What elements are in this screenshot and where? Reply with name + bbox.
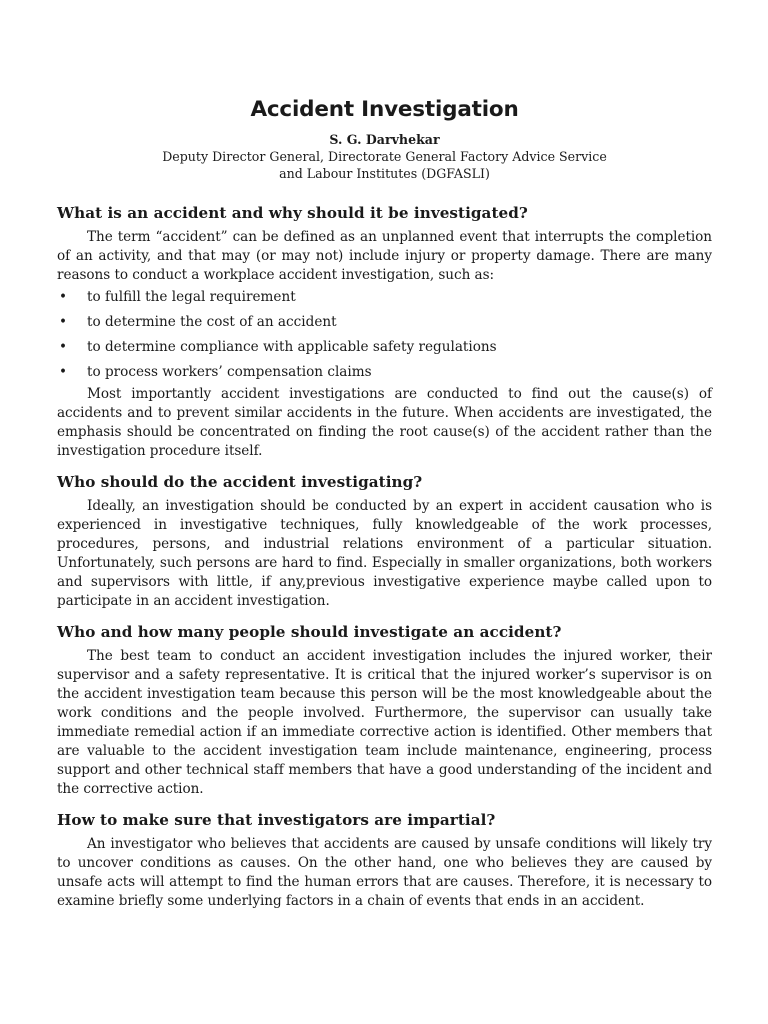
list-item — [57, 335, 712, 360]
section-paragraph: Most importantly accident investigations are conducted to find out the cause(s) of accidents and to prevent similar accidents in the future. When accidents are investigated, the emphasis should be concentrated on finding the root cause(s) of the accident rather than the investigation procedure itself. — [57, 386, 712, 459]
section-heading: Who and how many people should investigate an accident? — [57, 623, 562, 641]
list-item-text: to fulfill the legal requirement — [87, 289, 296, 305]
author-affiliation-line-1: Deputy Director General, Directorate General Factory Advice Service — [162, 149, 607, 164]
section-paragraph: The best team to conduct an accident investigation includes the injured worker, their supervisor and a safety representative. It is critical that the injured worker’s supervisor is on the accident investigation team because this person will be the most knowledgeable about the work conditions and the people involved. Furthermore, the supervisor can usually take immediate remedial action if an immediate corrective action is identified. Other members that are valuable to the accident investigation team include maintenance, engineering, process support and other technical staff members that have a good understanding of the incident and the corrective action. — [57, 648, 712, 797]
section-paragraph: Ideally, an investigation should be conducted by an expert in accident causation who is experienced in investigative techniques, fully knowledgeable of the work processes, procedures, persons, and industrial relations environment of a particular situation. Unfortunately, such persons are hard to find. Especially in smaller organizations, both workers and supervisors with little, if any,previous investigative experience maybe called upon to participate in an accident investigation. — [57, 498, 712, 609]
bullet-icon: • — [59, 289, 68, 305]
section-who-should-investigate — [57, 471, 712, 611]
section-paragraph: The term “accident” can be defined as an unplanned event that interrupts the completion of an activity, and that may (or may not) include injury or property damage. There are many reasons to conduct a workplace accident investigation, such as: — [57, 229, 712, 283]
bullet-icon: • — [59, 364, 68, 380]
section-heading: Who should do the accident investigating? — [57, 473, 423, 491]
section-paragraph: An investigator who believes that accidents are caused by unsafe conditions will likely try to uncover conditions as causes. On the other hand, one who believes they are caused by unsafe acts will attempt to find the human errors that are causes. Therefore, it is necessary to examine briefly some underlying factors in a chain of events that ends in an accident. — [57, 836, 712, 909]
list-item — [57, 285, 712, 310]
bullet-icon: • — [59, 339, 68, 355]
author-affiliation-line-2: and Labour Institutes (DGFASLI) — [279, 166, 490, 181]
list-item — [57, 360, 712, 385]
document-title: Accident Investigation — [250, 97, 519, 122]
bullet-icon: • — [59, 314, 68, 330]
list-item-text: to determine the cost of an accident — [87, 314, 337, 330]
list-item-text: to determine compliance with applicable safety regulations — [87, 339, 497, 355]
section-heading: What is an accident and why should it be investigated? — [57, 204, 528, 222]
section-impartial-investigators — [57, 809, 712, 911]
reasons-list — [57, 285, 712, 385]
section-how-many-people — [57, 621, 712, 799]
author-name: S. G. Darvhekar — [329, 132, 440, 147]
list-item-text: to process workers’ compensation claims — [87, 364, 372, 380]
section-what-is-an-accident — [57, 202, 712, 461]
list-item — [57, 310, 712, 335]
section-heading: How to make sure that investigators are impartial? — [57, 811, 496, 829]
